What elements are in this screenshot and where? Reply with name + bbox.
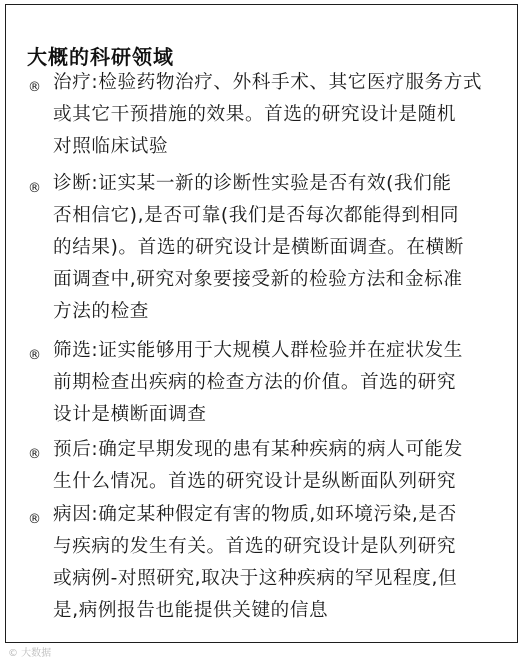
watermark: © 大数据 (8, 648, 52, 659)
item-line: 否相信它),是否可靠(我们是否每次都能得到相同 (53, 205, 460, 226)
item-line: 方法的检查 (53, 301, 149, 322)
bullet-icon: ® (28, 181, 41, 196)
item-line: 设计是横断面调查 (53, 404, 207, 425)
item-line: 或其它干预措施的效果。首选的研究设计是随机 (53, 104, 457, 125)
bullet-icon: ® (28, 80, 41, 95)
item-line: 诊断:证实某一新的诊断性实验是否有效(我们能 (53, 173, 452, 194)
bullet-icon: ® (28, 512, 41, 527)
bullet-icon: ® (28, 447, 41, 462)
item-line: 对照临床试验 (53, 136, 169, 157)
section-title: 大概的科研领域 (27, 45, 174, 69)
item-line: 治疗:检验药物治疗、外科手术、其它医疗服务方式 (53, 72, 483, 93)
item-line: 的结果)。首选的研究设计是横断面调查。在横断 (53, 237, 464, 258)
item-line: 前期检查出疾病的检查方法的价值。首选的研究 (53, 372, 457, 393)
item-line: 与疾病的发生有关。首选的研究设计是队列研究 (53, 536, 457, 557)
item-line: 或病例-对照研究,取决于这种疾病的罕见程度,但 (53, 568, 458, 589)
item-line: 病因:确定某种假定有害的物质,如环境污染,是否 (53, 504, 457, 525)
item-line: 预后:确定早期发现的患有某种疾病的病人可能发 (53, 439, 463, 460)
item-line: 生什么情况。首选的研究设计是纵断面队列研究 (53, 471, 457, 492)
bullet-icon: ® (28, 348, 41, 363)
item-line: 是,病例报告也能提供关键的信息 (53, 600, 329, 621)
item-line: 面调查中,研究对象要接受新的检验方法和金标准 (53, 269, 463, 290)
item-line: 筛选:证实能够用于大规模人群检验并在症状发生 (53, 340, 463, 361)
